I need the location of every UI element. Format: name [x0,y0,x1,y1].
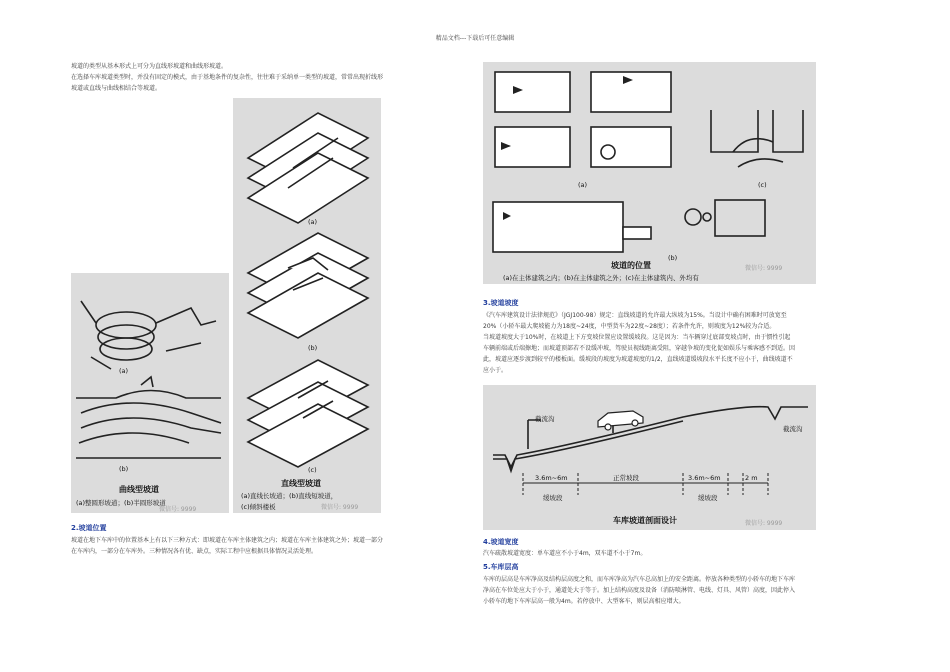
section-buffer-label-1: 缓坡段 [543,494,563,502]
section2-heading: 2.坡道位置 [71,524,107,532]
section5-line: 小轿车的地下车库层高一般为4m。若停放中、大型客车，则层高相应增大。 [483,598,685,605]
straight-label-c: (c) [308,466,317,474]
intro-line: 在选择车库坡道类型时，并没有固定的模式，由于基地条件的复杂性，往往难于采纳单一类型的坡道，常常出现折线形 [71,74,384,81]
section-figure-title: 车库坡道剖面设计 [613,516,677,525]
position-figure-title: 坡道的位置 [611,261,651,270]
section3-line: 20%（小轿车最大爬坡能力为18度~24度，中型货车为22度~28度）；若条件允许，则坡度为12%较为合适。 [483,323,776,330]
position-label-c: (c) [758,181,767,189]
curve-label-a: (a) [119,367,129,375]
section3-line: 车辆前端或后端擦地；而坡道顶部若不设缓冲坡，驾驶员视线距离受阻，穿越争坡的变化促如娱乐与乘客感不到适。因 [483,345,796,352]
section-dim-2: 正常坡段 [613,474,639,482]
intro-line: 坡道的类型从基本形式上可分为直线形坡道和曲线形坡道。 [71,63,228,70]
position-label-b: (b) [668,254,678,262]
straight-label-a: (a) [308,218,318,226]
straight-ramp-drawing [233,98,381,513]
section3-line: 当坡道坡度大于10%时，在坡道上下方变坡位置应设置缓坡段。这是因为：当车辆穿过底部变坡点时，由于惯性引起 [483,334,791,341]
section-figure-watermark: 微信号: 9999 [745,520,783,527]
section4-heading: 4.坡道宽度 [483,538,519,546]
section2-line: 在车库内，一部分在车库外。三种情况各有优、缺点，实际工程中应根据具体情况灵活处理。 [71,548,318,555]
intro-paragraph [71,61,471,94]
section3-line: 应小于。 [483,367,508,374]
straight-label-b: (b) [308,344,318,352]
curve-figure-title: 曲线型坡道 [119,485,159,494]
section5-line: 净高在车位处应大于小于，通道处大于等于。加上结构高度及设备（消防喷淋管、电线、灯具、风管）高度，因此停入 [483,587,796,594]
section3-heading: 3.坡道坡度 [483,299,519,307]
position-label-a: (a) [578,181,588,189]
section-dim-3: 3.6m~6m [688,474,721,482]
page-header: 精品文档---下载后可任意编辑 [435,35,515,42]
section3-line: 《汽车库建筑设计法律规范》（JGJ100-98）规定：直线坡道的允许最大纵坡为15%。当设计中确有困难时可放宽至 [483,312,787,319]
section5-line: 车库的层高是车库净高及结构层高度之和，而车库净高为汽车总高加上的安全距离。停放各种类型的小轿车的地下车库 [483,576,796,583]
straight-figure-caption-2: (c)倾斜楼板 [241,503,276,511]
section5-heading: 5.车库层高 [483,563,519,571]
ramp-section-drawing [483,385,816,530]
section3-line: 此，坡道应逐步渡到较平的楼板面。缓坡段的坡度为坡道坡度的1/2，直线坡道缓坡段水平长度不应小于，曲线坡道不 [483,356,793,363]
figure-straight-ramp [233,98,381,513]
section4-paragraph [483,548,883,559]
section5-paragraph [483,574,883,607]
section-dim-4: 2 m [745,474,758,482]
section-right-label: 截流沟 [783,425,803,433]
curve-label-b: (b) [119,465,129,473]
position-figure-watermark: 微信号: 9999 [745,265,783,272]
section3-paragraph [483,310,883,376]
intro-line: 坡道或直线与曲线相结合等坡道。 [71,85,162,92]
section4-line: 汽车疏散坡道宽度：单车道应不小于4m，双车道不小于7m。 [483,550,647,557]
curve-ramp-drawing [71,273,229,513]
straight-figure-caption-1: (a)直线长坡道；(b)直线短坡道， [241,492,338,500]
section2-line: 坡道在地下车库中的位置基本上有以下三种方式：即坡道在车库主体建筑之内；坡道在车库主体建筑之外；坡道一部分 [71,537,384,544]
ramp-position-drawing [483,62,816,284]
curve-figure-caption: (a)整圆形坡道；(b)半圆形坡道 [76,499,166,507]
figure-curve-ramp [71,273,229,513]
section-buffer-label-2: 缓坡段 [698,494,718,502]
figure-ramp-position [483,62,816,284]
curve-figure-watermark: 微信号: 9999 [159,506,197,513]
position-figure-caption: (a)在主体建筑之内；(b)在主体建筑之外；(c)在主体建筑内、外均有 [503,274,699,282]
figure-ramp-section [483,385,816,530]
straight-figure-title: 直线型坡道 [281,479,321,488]
section2-paragraph [71,535,471,557]
straight-figure-watermark: 微信号: 9999 [321,504,359,511]
section-dim-1: 3.6m~6m [535,474,568,482]
section-top-label: 截流沟 [535,415,555,423]
